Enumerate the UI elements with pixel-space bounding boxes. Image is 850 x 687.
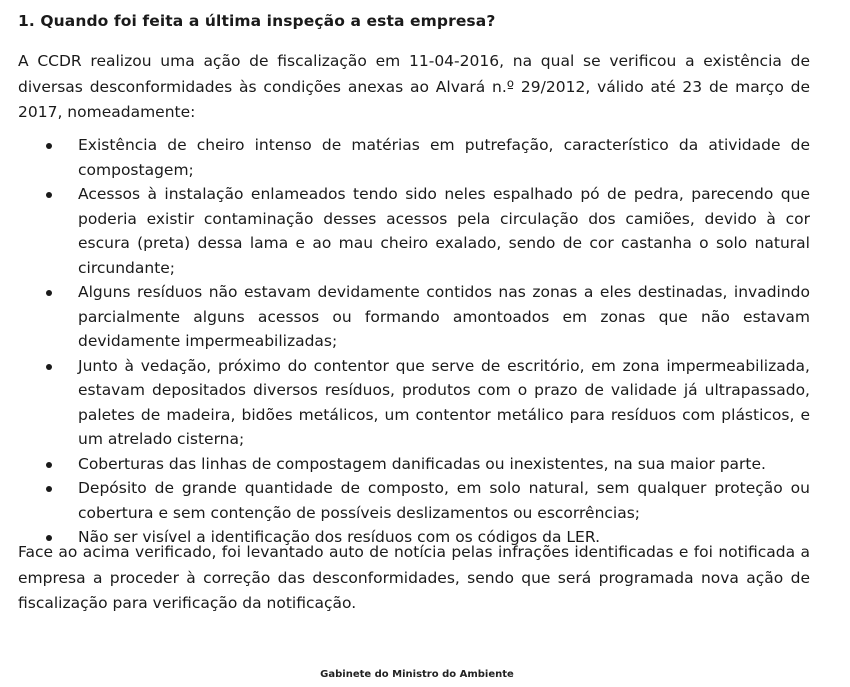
question-heading: 1. Quando foi feita a última inspeção a esta empresa?	[18, 12, 496, 30]
finding-text: Alguns resíduos não estavam devidamente contidos nas zonas a eles destinadas, invadindo parcialmente alguns acessos ou formando amontoados em zonas que não estavam devidamente impermeabilizadas;	[78, 283, 810, 350]
finding-item	[18, 452, 810, 477]
bullet-icon	[46, 290, 52, 296]
conclusion-paragraph: Face ao acima verificado, foi levantado auto de notícia pelas infrações identificadas e foi notificada a empresa a proceder à correção das desconformidades, sendo que será programada nova ação de fiscalização para verificação da notificação.	[18, 543, 810, 612]
finding-text: Não ser visível a identificação dos resíduos com os códigos da LER.	[78, 528, 600, 546]
bullet-icon	[46, 143, 52, 149]
page-footer: Gabinete do Ministro do Ambiente	[320, 669, 514, 680]
finding-text: Junto à vedação, próximo do contentor que serve de escritório, em zona impermeabilizada, estavam depositados diversos resíduos, produtos com o prazo de validade já ultrapassado, paletes de madeira, bidões metálicos, um contentor metálico para resíduos com plásticos, e um atrelado cisterna;	[78, 356, 810, 448]
finding-item	[18, 280, 810, 354]
finding-item	[18, 354, 810, 452]
finding-item	[18, 133, 810, 182]
intro-paragraph: A CCDR realizou uma ação de fiscalização em 11-04-2016, na qual se verificou a existência de diversas desconformidades às condições anexas ao Alvará n.º 29/2012, válido até 23 de março de 2017, nomeadamente:	[18, 52, 810, 121]
bullet-icon	[46, 486, 52, 492]
finding-text: Existência de cheiro intenso de matérias em putrefação, característico da atividade de compostagem;	[78, 136, 810, 179]
finding-text: Acessos à instalação enlameados tendo sido neles espalhado pó de pedra, parecendo que poderia existir contaminação desses acessos pela circulação dos camiões, devido à cor escura (preta) dessa lama e ao mau cheiro exalado, sendo de cor castanha o solo natural circundante;	[78, 185, 810, 277]
bullet-icon	[46, 364, 52, 370]
bullet-icon	[46, 192, 52, 198]
finding-item	[18, 182, 810, 280]
finding-text: Depósito de grande quantidade de composto, em solo natural, sem qualquer proteção ou cobertura e sem contenção de possíveis deslizamentos ou escorrências;	[78, 479, 810, 522]
findings-list	[18, 133, 810, 550]
finding-item	[18, 476, 810, 525]
bullet-icon	[46, 462, 52, 468]
finding-text: Coberturas das linhas de compostagem danificadas ou inexistentes, na sua maior parte.	[78, 454, 766, 473]
